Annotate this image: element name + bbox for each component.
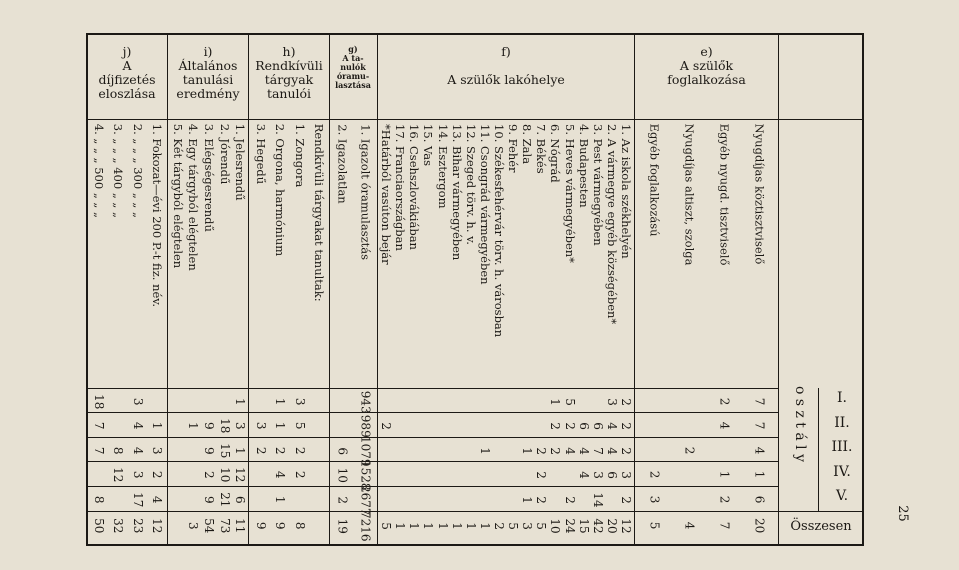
row-label: 1. Igazolt óramulasztás xyxy=(358,124,372,260)
cell-class-2: 7 xyxy=(91,422,106,430)
cell-total: 4 xyxy=(682,522,697,530)
cell-class-4: 1 xyxy=(753,471,767,479)
cell-class-2: 3 xyxy=(232,422,247,430)
cell-class-3: 4 xyxy=(562,447,577,455)
cell-total: 1 xyxy=(463,522,478,530)
cell-class-1: 18 xyxy=(91,394,106,410)
row-label: *Határból vasúton bejár xyxy=(379,123,394,265)
cell-class-1: 3 xyxy=(292,398,307,406)
cell-total: 20 xyxy=(753,518,767,534)
cell-total: 5 xyxy=(647,522,662,530)
header-i: i) Általános tanulási eredmény xyxy=(176,44,240,101)
row-label: Egyéb nyugd. tisztviselő xyxy=(717,124,732,266)
cell-total: 7216 xyxy=(358,510,372,542)
cell-class-2: 2 xyxy=(379,422,394,430)
cell-class-3: 2 xyxy=(273,447,287,455)
cell-total: 73 xyxy=(217,518,232,534)
cell-total: 2 xyxy=(491,522,506,530)
cell-total: 19 xyxy=(335,518,350,534)
cell-total: 54 xyxy=(201,518,216,534)
col-sep-class-roman xyxy=(818,388,819,511)
cell-total: 1 xyxy=(421,522,436,530)
header-f: f) A szülők lakóhelye xyxy=(447,44,565,87)
cell-total: 3 xyxy=(186,522,201,530)
cell-class-4: 2 xyxy=(647,471,662,479)
cell-class-2: 4 xyxy=(130,422,145,430)
cell-class-5: 2 xyxy=(335,496,350,504)
cell-class-1: 1 xyxy=(548,398,563,406)
cell-class-2: 3 xyxy=(253,422,268,430)
cell-class-5: 2 xyxy=(618,496,633,504)
cell-class-5: 21 xyxy=(217,492,232,508)
cell-class-2: 6 xyxy=(590,422,605,430)
cell-total: 15 xyxy=(576,518,591,534)
cell-class-1: 7 xyxy=(753,398,767,406)
cell-class-5: 9 xyxy=(201,496,216,504)
cell-total: 5 xyxy=(506,522,521,530)
cell-class-3: 8 xyxy=(111,447,125,455)
cell-class-4: 1 xyxy=(717,471,732,479)
cell-class-3: 4 xyxy=(576,447,591,455)
col-sep-j-i xyxy=(167,33,168,546)
cell-class-4: 2 xyxy=(150,471,164,479)
row-label: 6. Nógrád xyxy=(548,123,563,183)
cell-class-3: 2 xyxy=(548,447,563,455)
cell-class-5: 8 xyxy=(91,496,106,504)
cell-total: 1 xyxy=(407,522,422,530)
cell-class-3: 2 xyxy=(534,447,549,455)
row-label: 16. Csehszlovákiában xyxy=(407,123,422,250)
cell-class-3: 1 xyxy=(520,447,535,455)
cell-class-5: 2677 xyxy=(358,484,372,516)
cell-total: 12 xyxy=(150,518,164,534)
class-col-V: V. xyxy=(835,488,849,504)
row-label: 3. Elégségesrendű xyxy=(201,123,216,233)
class-col-I: I. xyxy=(837,390,847,406)
cell-class-3: 1 xyxy=(232,447,247,455)
cell-class-2: 1 xyxy=(186,422,201,430)
cell-class-3: 2 xyxy=(253,447,268,455)
row-label: 5. Két tárgyból elégtelen xyxy=(170,123,185,269)
cell-class-4: 12 xyxy=(111,467,125,483)
cell-class-2: 989 xyxy=(358,414,372,438)
row-label: 2. „ „ „ 300 „ „ „ xyxy=(130,124,145,219)
row-label: 14. Esztergom xyxy=(435,123,450,209)
cell-class-2: 4 xyxy=(717,422,732,430)
row-label: 10. Székesfehérvár törv. h. városban xyxy=(491,123,506,338)
cell-class-1: 5 xyxy=(562,398,577,406)
classes-divider xyxy=(86,388,778,389)
cell-total: 9 xyxy=(253,522,268,530)
cell-class-4: 2 xyxy=(201,471,216,479)
cell-class-3: 4 xyxy=(130,447,145,455)
cell-class-4: 12 xyxy=(232,467,247,483)
cell-class-3: 15 xyxy=(217,443,232,459)
row-label: Nyugdíjas altiszt, szolga xyxy=(682,124,697,266)
row-label: 4. Budapesten xyxy=(576,123,591,208)
class-col-IV: IV. xyxy=(833,464,851,480)
row-label: 1. Az iskola székhelyén xyxy=(618,123,633,259)
cell-class-2: 7 xyxy=(753,422,767,430)
col-sep-g-f xyxy=(377,33,378,546)
total-label: Összesen xyxy=(790,519,852,534)
row-label: 2. Igazolatlan xyxy=(335,124,350,204)
cell-class-2: 4 xyxy=(604,422,619,430)
cell-class-2: 1 xyxy=(150,422,164,430)
row-label: 1. Fokozat—évi 200 P.-t fiz. név. xyxy=(150,124,164,308)
cell-total: 23 xyxy=(130,518,145,534)
cell-total: 9 xyxy=(273,522,287,530)
cell-class-1: 3 xyxy=(130,398,145,406)
row-label: 2. Orgona, harmónium xyxy=(273,124,287,257)
cell-total: 1 xyxy=(435,522,450,530)
cell-class-2: 9 xyxy=(201,422,216,430)
cell-class-2: 2 xyxy=(618,422,633,430)
cell-total: 1 xyxy=(477,522,492,530)
cell-class-4: 3 xyxy=(618,471,633,479)
cell-class-4: 10 xyxy=(217,467,232,483)
cell-class-4: 3 xyxy=(590,471,605,479)
row-label: 3. Hegedű xyxy=(253,124,268,185)
cell-class-5: 1 xyxy=(520,496,535,504)
row-label: 1. Jelesrendű xyxy=(232,123,247,201)
cell-total: 5 xyxy=(379,522,394,530)
class-row-sep xyxy=(86,486,778,487)
classes-label: o s z t á l y xyxy=(792,385,808,463)
class-col-II: II. xyxy=(834,415,850,431)
cell-class-3: 2 xyxy=(682,447,697,455)
cell-class-4: 4 xyxy=(273,471,287,479)
cell-total: 7 xyxy=(717,522,732,530)
row-label: 4. Egy tárgyból elégtelen xyxy=(186,123,201,271)
cell-class-3: 2 xyxy=(618,447,633,455)
header-divider xyxy=(86,119,864,120)
header-g: g) A ta- nulók óramu- lasztása xyxy=(335,44,371,90)
cell-class-3: 4 xyxy=(753,447,767,455)
row-label: Rendkívüli tárgyakat tanultak: xyxy=(312,124,326,302)
cell-class-2: 18 xyxy=(217,418,232,434)
cell-total: 12 xyxy=(618,518,633,534)
row-label: 12. Szeged törv. h. v. xyxy=(463,123,478,245)
cell-total: 11 xyxy=(232,518,247,534)
cell-class-1: 1 xyxy=(232,398,247,406)
cell-class-5: 2 xyxy=(717,496,732,504)
cell-total: 20 xyxy=(604,518,619,534)
col-sep-i-h xyxy=(248,33,249,546)
cell-class-4: 6 xyxy=(604,471,619,479)
cell-class-3: 3 xyxy=(150,447,164,455)
cell-class-1: 943 xyxy=(358,390,372,414)
cell-class-2: 1 xyxy=(273,422,287,430)
cell-class-5: 4 xyxy=(150,496,164,504)
cell-class-4: 1528 xyxy=(358,459,372,491)
cell-class-4: 10 xyxy=(335,467,350,483)
cell-class-5: 1 xyxy=(273,496,287,504)
header-h: h) Rendkívüli tárgyak tanulói xyxy=(255,44,323,101)
cell-total: 1 xyxy=(393,522,408,530)
cell-class-4: 3 xyxy=(130,471,145,479)
row-label: Egyéb foglalkozású xyxy=(647,124,662,237)
cell-class-1: 2 xyxy=(618,398,633,406)
cell-class-2: 5 xyxy=(292,422,307,430)
cell-class-3: 6 xyxy=(335,447,350,455)
row-label: 15. Vas xyxy=(421,123,436,166)
row-label: 17. Franciaországban xyxy=(393,123,408,251)
row-label: 2. Jórendű xyxy=(217,123,232,185)
cell-class-4: 2 xyxy=(534,471,549,479)
cell-class-5: 6 xyxy=(232,496,247,504)
cell-total: 3 xyxy=(520,522,535,530)
page-number: 25 xyxy=(895,505,911,522)
cell-class-2: 2 xyxy=(562,422,577,430)
row-label: 5. Heves vármegyében* xyxy=(562,123,577,263)
row-label: 3. „ „ „ 400 „ „ „ xyxy=(111,124,125,219)
cell-class-1: 2 xyxy=(717,398,732,406)
cell-class-4: 2 xyxy=(292,471,307,479)
header-j: j) A díjfizetés eloszlása xyxy=(98,44,156,101)
cell-total: 24 xyxy=(562,518,577,534)
cell-class-5: 2 xyxy=(534,496,549,504)
row-label: 2. A vármegye egyéb községében* xyxy=(604,123,619,325)
row-label: 11. Csongrád vármegyében xyxy=(477,123,492,285)
cell-class-3: 7 xyxy=(91,447,106,455)
cell-class-5: 17 xyxy=(130,492,145,508)
class-col-III: III. xyxy=(831,439,853,455)
cell-class-2: 2 xyxy=(548,422,563,430)
cell-class-1: 3 xyxy=(604,398,619,406)
row-label: 4. „ „ „ 500 „ „ „ xyxy=(91,124,106,219)
col-sep-e-class xyxy=(778,33,779,546)
cell-class-3: 1 xyxy=(477,447,492,455)
col-sep-f-e xyxy=(634,33,635,546)
cell-class-3: 7 xyxy=(590,447,605,455)
cell-total: 5 xyxy=(534,522,549,530)
cell-class-4: 4 xyxy=(576,471,591,479)
cell-class-3: 4 xyxy=(604,447,619,455)
cell-class-5: 6 xyxy=(753,496,767,504)
row-label: 3. Pest vármegyében xyxy=(590,123,605,246)
cell-class-5: 2 xyxy=(562,496,577,504)
cell-total: 8 xyxy=(292,522,307,530)
row-label: 8. Zala xyxy=(520,123,535,165)
cell-total: 10 xyxy=(548,518,563,534)
cell-class-5: 3 xyxy=(647,496,662,504)
header-e: e) A szülők foglalkozása xyxy=(667,44,746,87)
cell-class-5: 14 xyxy=(590,492,605,508)
cell-total: 1 xyxy=(449,522,464,530)
row-label: 7. Békés xyxy=(534,123,549,174)
cell-total: 50 xyxy=(91,518,106,534)
cell-class-3: 1079 xyxy=(358,435,372,467)
cell-class-3: 2 xyxy=(292,447,307,455)
cell-total: 32 xyxy=(111,518,125,534)
cell-class-3: 9 xyxy=(201,447,216,455)
cell-total: 42 xyxy=(590,518,605,534)
cell-class-2: 6 xyxy=(576,422,591,430)
row-label: Nyugdíjas köztisztviselő xyxy=(753,124,767,265)
row-label: 13. Bihar vármegyében xyxy=(449,123,464,261)
cell-class-1: 1 xyxy=(273,398,287,406)
row-label: 9. Fehér xyxy=(506,123,521,173)
row-label: 1. Zongora xyxy=(292,124,307,188)
